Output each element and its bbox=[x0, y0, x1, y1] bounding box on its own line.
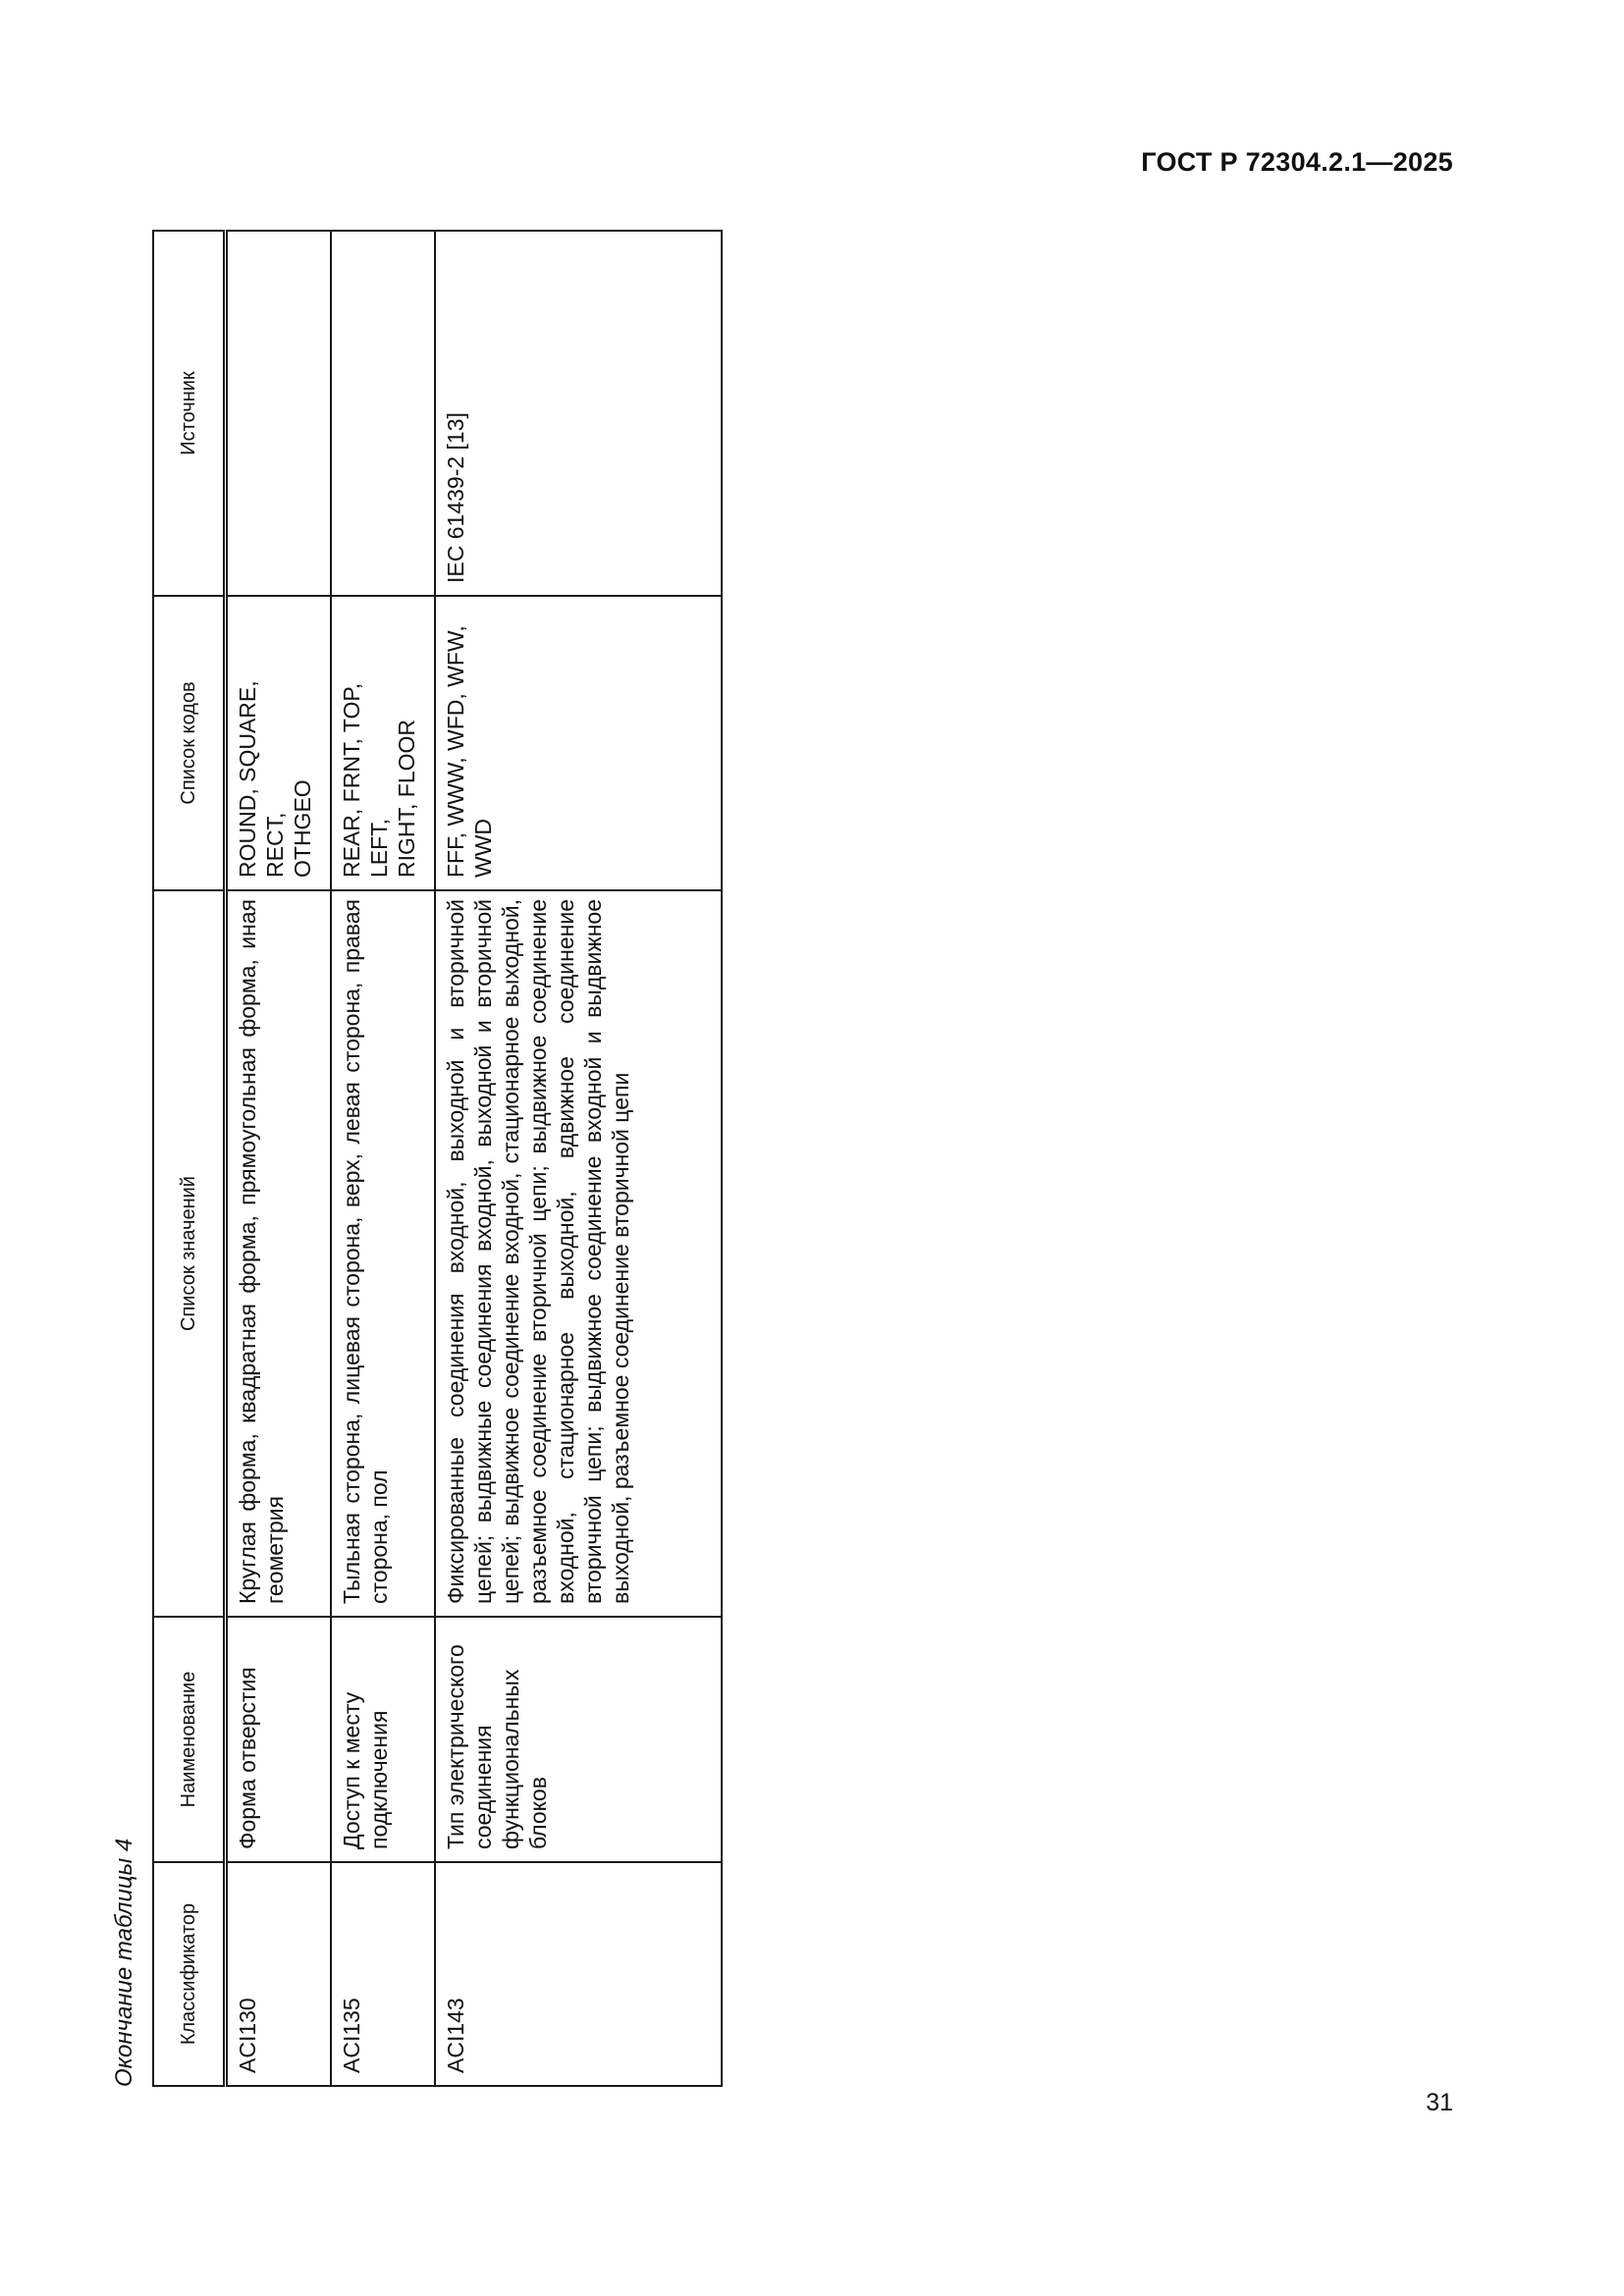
cell-name: Форма отверстия bbox=[226, 1617, 332, 1862]
cell-name: Доступ к месту подключения bbox=[331, 1617, 435, 1862]
code-line: OTHGEO bbox=[290, 779, 315, 878]
cell-codes bbox=[435, 596, 722, 890]
cell-classifier: ACI130 bbox=[226, 1862, 332, 2086]
cell-codes bbox=[331, 596, 435, 890]
code-line: RECT, bbox=[262, 812, 288, 878]
table-row bbox=[435, 231, 722, 2086]
col-header-name: Наименование bbox=[153, 1617, 226, 1862]
table-row bbox=[226, 231, 332, 2086]
table-row bbox=[331, 231, 435, 2086]
cell-values: Фиксированные соединения входной, выходной и вторичной цепей; выдвижные соединения входной, выходной и вторичной цепей; выдвижное соединение входной, стационарное выходной, разъемное соединение вторичной цепи; выдвижное соединение входной, стационарное выходной, вдвижное соединение вторичной цепи; выдвижное соединение входной и выдвижное выходной, разъемное соединение вторичной цепи bbox=[435, 890, 722, 1617]
code-line: LEFT, bbox=[366, 818, 392, 878]
standard-designation: ГОСТ Р 72304.2.1—2025 bbox=[1141, 147, 1453, 177]
cell-classifier: ACI143 bbox=[435, 1862, 722, 2086]
cell-source bbox=[226, 231, 332, 596]
rotated-table-block bbox=[105, 232, 743, 2087]
code-line: WWD bbox=[470, 818, 496, 878]
code-line: RIGHT, FLOOR bbox=[394, 719, 419, 878]
code-line: REAR, FRNT, TOP, bbox=[339, 682, 364, 878]
cell-codes bbox=[226, 596, 332, 890]
cell-source bbox=[331, 231, 435, 596]
cell-values: Круглая форма, квадратная форма, прямоугольная форма, иная геометрия bbox=[226, 890, 332, 1617]
table-caption: Окончание таблицы 4 bbox=[111, 1838, 137, 2087]
cell-name: Тип электрического соединения функциональных блоков bbox=[435, 1617, 722, 1862]
col-header-values: Список значений bbox=[153, 890, 226, 1617]
col-header-codes: Список кодов bbox=[153, 596, 226, 890]
cell-classifier: ACI135 bbox=[331, 1862, 435, 2086]
col-header-classifier: Классификатор bbox=[153, 1862, 226, 2086]
page-number: 31 bbox=[1426, 2089, 1453, 2116]
cell-source: IEC 61439-2 [13] bbox=[435, 231, 722, 596]
code-line: ROUND, SQUARE, bbox=[235, 680, 260, 878]
table-header-row bbox=[153, 231, 226, 2086]
cell-values: Тыльная сторона, лицевая сторона, верх, левая сторона, правая сторона, пол bbox=[331, 890, 435, 1617]
classifier-table bbox=[152, 230, 723, 2087]
code-line: FFF, WWW, WFD, WFW, bbox=[443, 625, 468, 878]
col-header-source: Источник bbox=[153, 231, 226, 596]
